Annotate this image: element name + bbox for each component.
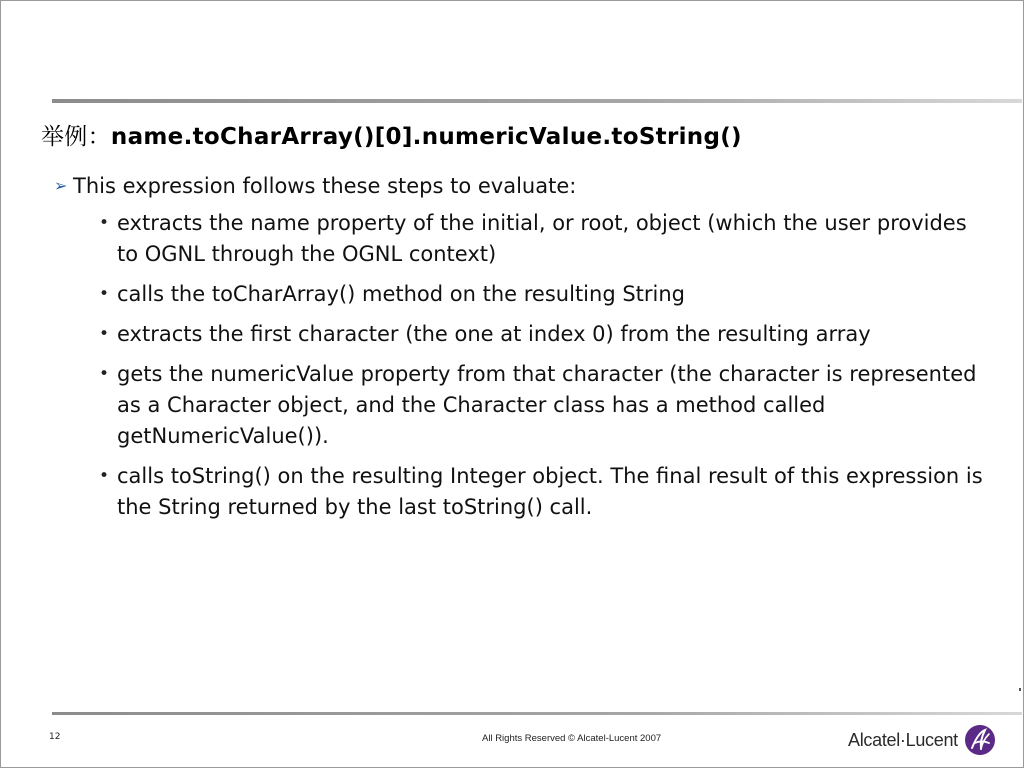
step-text: gets the numericValue property from that character (the character is represented as a Character object, and the Character class has a method called getNumericValue()). [117, 362, 977, 448]
edge-mark [1019, 688, 1021, 691]
steps-list [52, 208, 992, 523]
title-prefix: 举例： [41, 124, 111, 150]
step-item [99, 319, 987, 350]
bullet-dot-icon: • [99, 324, 110, 344]
step-item [99, 208, 987, 270]
step-item [99, 279, 987, 310]
step-text: calls the toCharArray() method on the resulting String [117, 282, 685, 306]
step-item [99, 461, 987, 523]
arrow-bullet-icon: ➢ [54, 176, 68, 195]
step-text: extracts the name property of the initial, or root, object (which the user provides to OGNL through the OGNL context) [117, 211, 967, 266]
alcatel-lucent-logo-icon [964, 724, 996, 756]
title-code: name.toCharArray()[0].numericValue.toString() [110, 124, 742, 150]
slide-body [52, 172, 992, 532]
bullet-dot-icon: • [99, 364, 110, 384]
intro-bullet [52, 172, 992, 200]
slide-title [41, 118, 742, 151]
bullet-dot-icon: • [99, 466, 110, 486]
page-number: 12 [49, 732, 61, 742]
step-item [99, 359, 987, 452]
bullet-dot-icon: • [99, 213, 110, 233]
step-text: extracts the first character (the one at index 0) from the resulting array [117, 322, 871, 346]
footer-divider [52, 712, 1022, 715]
bullet-dot-icon: • [99, 284, 110, 304]
logo-text: Alcatel·Lucent [848, 729, 958, 750]
title-divider [52, 99, 1022, 103]
company-logo [848, 722, 996, 758]
step-text: calls toString() on the resulting Integer object. The final result of this expression is the String returned by the last toString() call. [117, 464, 983, 519]
copyright-notice: All Rights Reserved © Alcatel-Lucent 2007 [482, 733, 662, 744]
intro-text: This expression follows these steps to evaluate: [73, 174, 577, 198]
